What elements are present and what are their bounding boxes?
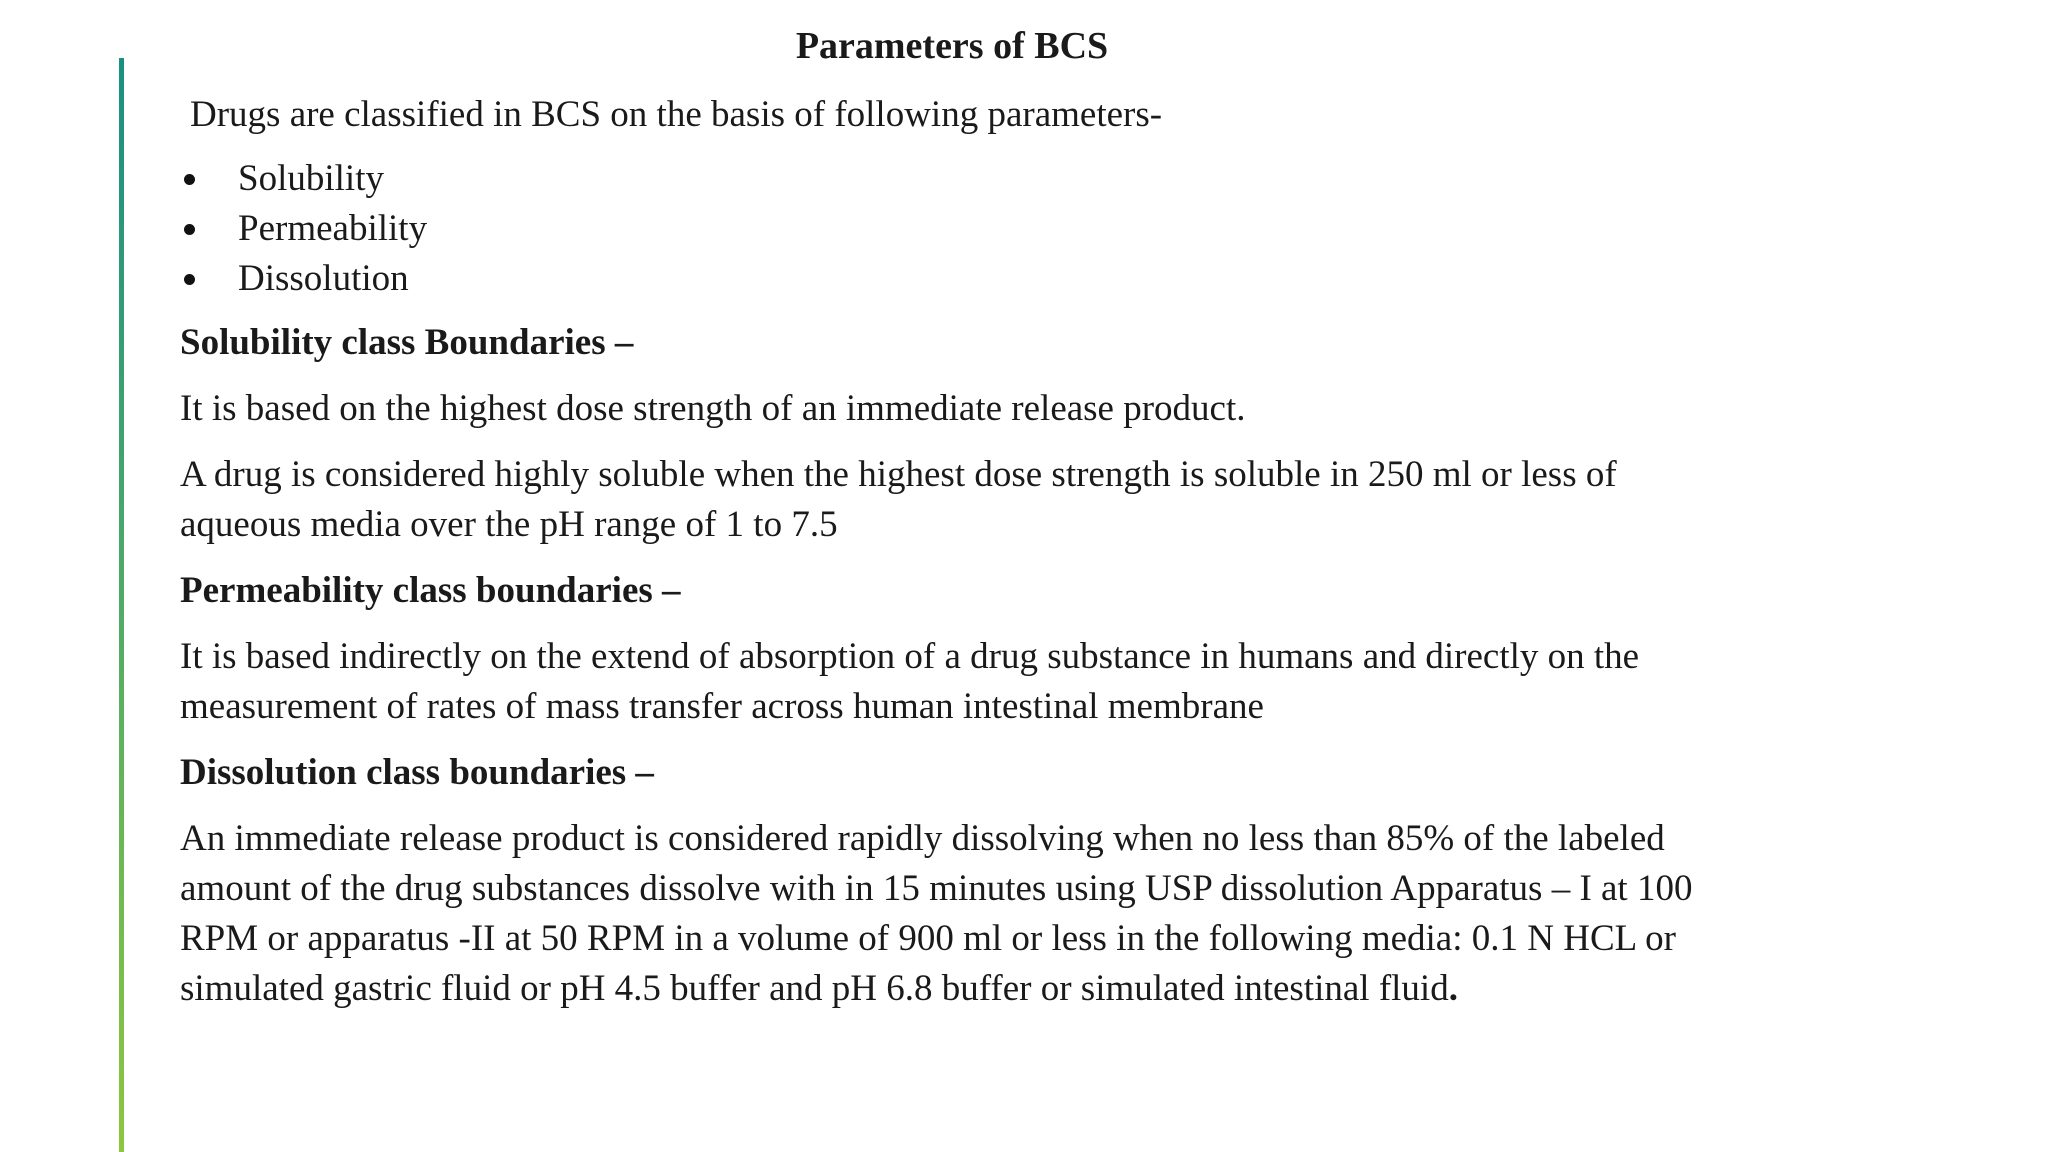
dissolution-paragraph-text: An immediate release product is considered rapidly dissolving when no less than 85% of the labeled amount of the drug substances dissolve with in 15 minutes using USP dissolution Apparatus – I at 100 RPM or apparatus -II at 50 RPM in a volume of 900 ml or less in the following media: 0.1 N HCL or simulated gastric fluid or pH 4.5 buffer and pH 6.8 buffer or simulated intestinal fluid bbox=[180, 818, 1693, 1009]
accent-bar bbox=[119, 58, 124, 1152]
final-period: . bbox=[1448, 968, 1458, 1009]
list-item-label: Permeability bbox=[238, 208, 428, 249]
parameter-list bbox=[180, 154, 1740, 304]
list-item bbox=[180, 204, 1740, 254]
slide-content bbox=[180, 90, 1740, 1030]
permeability-paragraph: It is based indirectly on the extend of absorption of a drug substance in humans and directly on the measurement of rates of mass transfer across human intestinal membrane bbox=[180, 636, 1640, 727]
list-item-label: Solubility bbox=[238, 158, 384, 199]
solubility-paragraph: A drug is considered highly soluble when the highest dose strength is soluble in 250 ml or less of aqueous media over the pH range of 1 to 7.5 bbox=[180, 454, 1617, 545]
dissolution-heading: Dissolution class boundaries – bbox=[180, 752, 654, 793]
list-item-label: Dissolution bbox=[238, 258, 409, 299]
intro-text: Drugs are classified in BCS on the basis of following parameters- bbox=[190, 94, 1163, 135]
bullet-icon bbox=[184, 174, 195, 185]
dissolution-paragraph bbox=[180, 814, 1740, 1014]
list-item bbox=[180, 154, 1740, 204]
bullet-icon bbox=[184, 274, 195, 285]
permeability-heading: Permeability class boundaries – bbox=[180, 570, 681, 611]
solubility-heading: Solubility class Boundaries – bbox=[180, 322, 634, 363]
solubility-paragraph: It is based on the highest dose strength of an immediate release product. bbox=[180, 388, 1246, 429]
slide-title: Parameters of BCS bbox=[795, 25, 1109, 67]
bullet-icon bbox=[184, 224, 195, 235]
list-item bbox=[180, 254, 1740, 304]
